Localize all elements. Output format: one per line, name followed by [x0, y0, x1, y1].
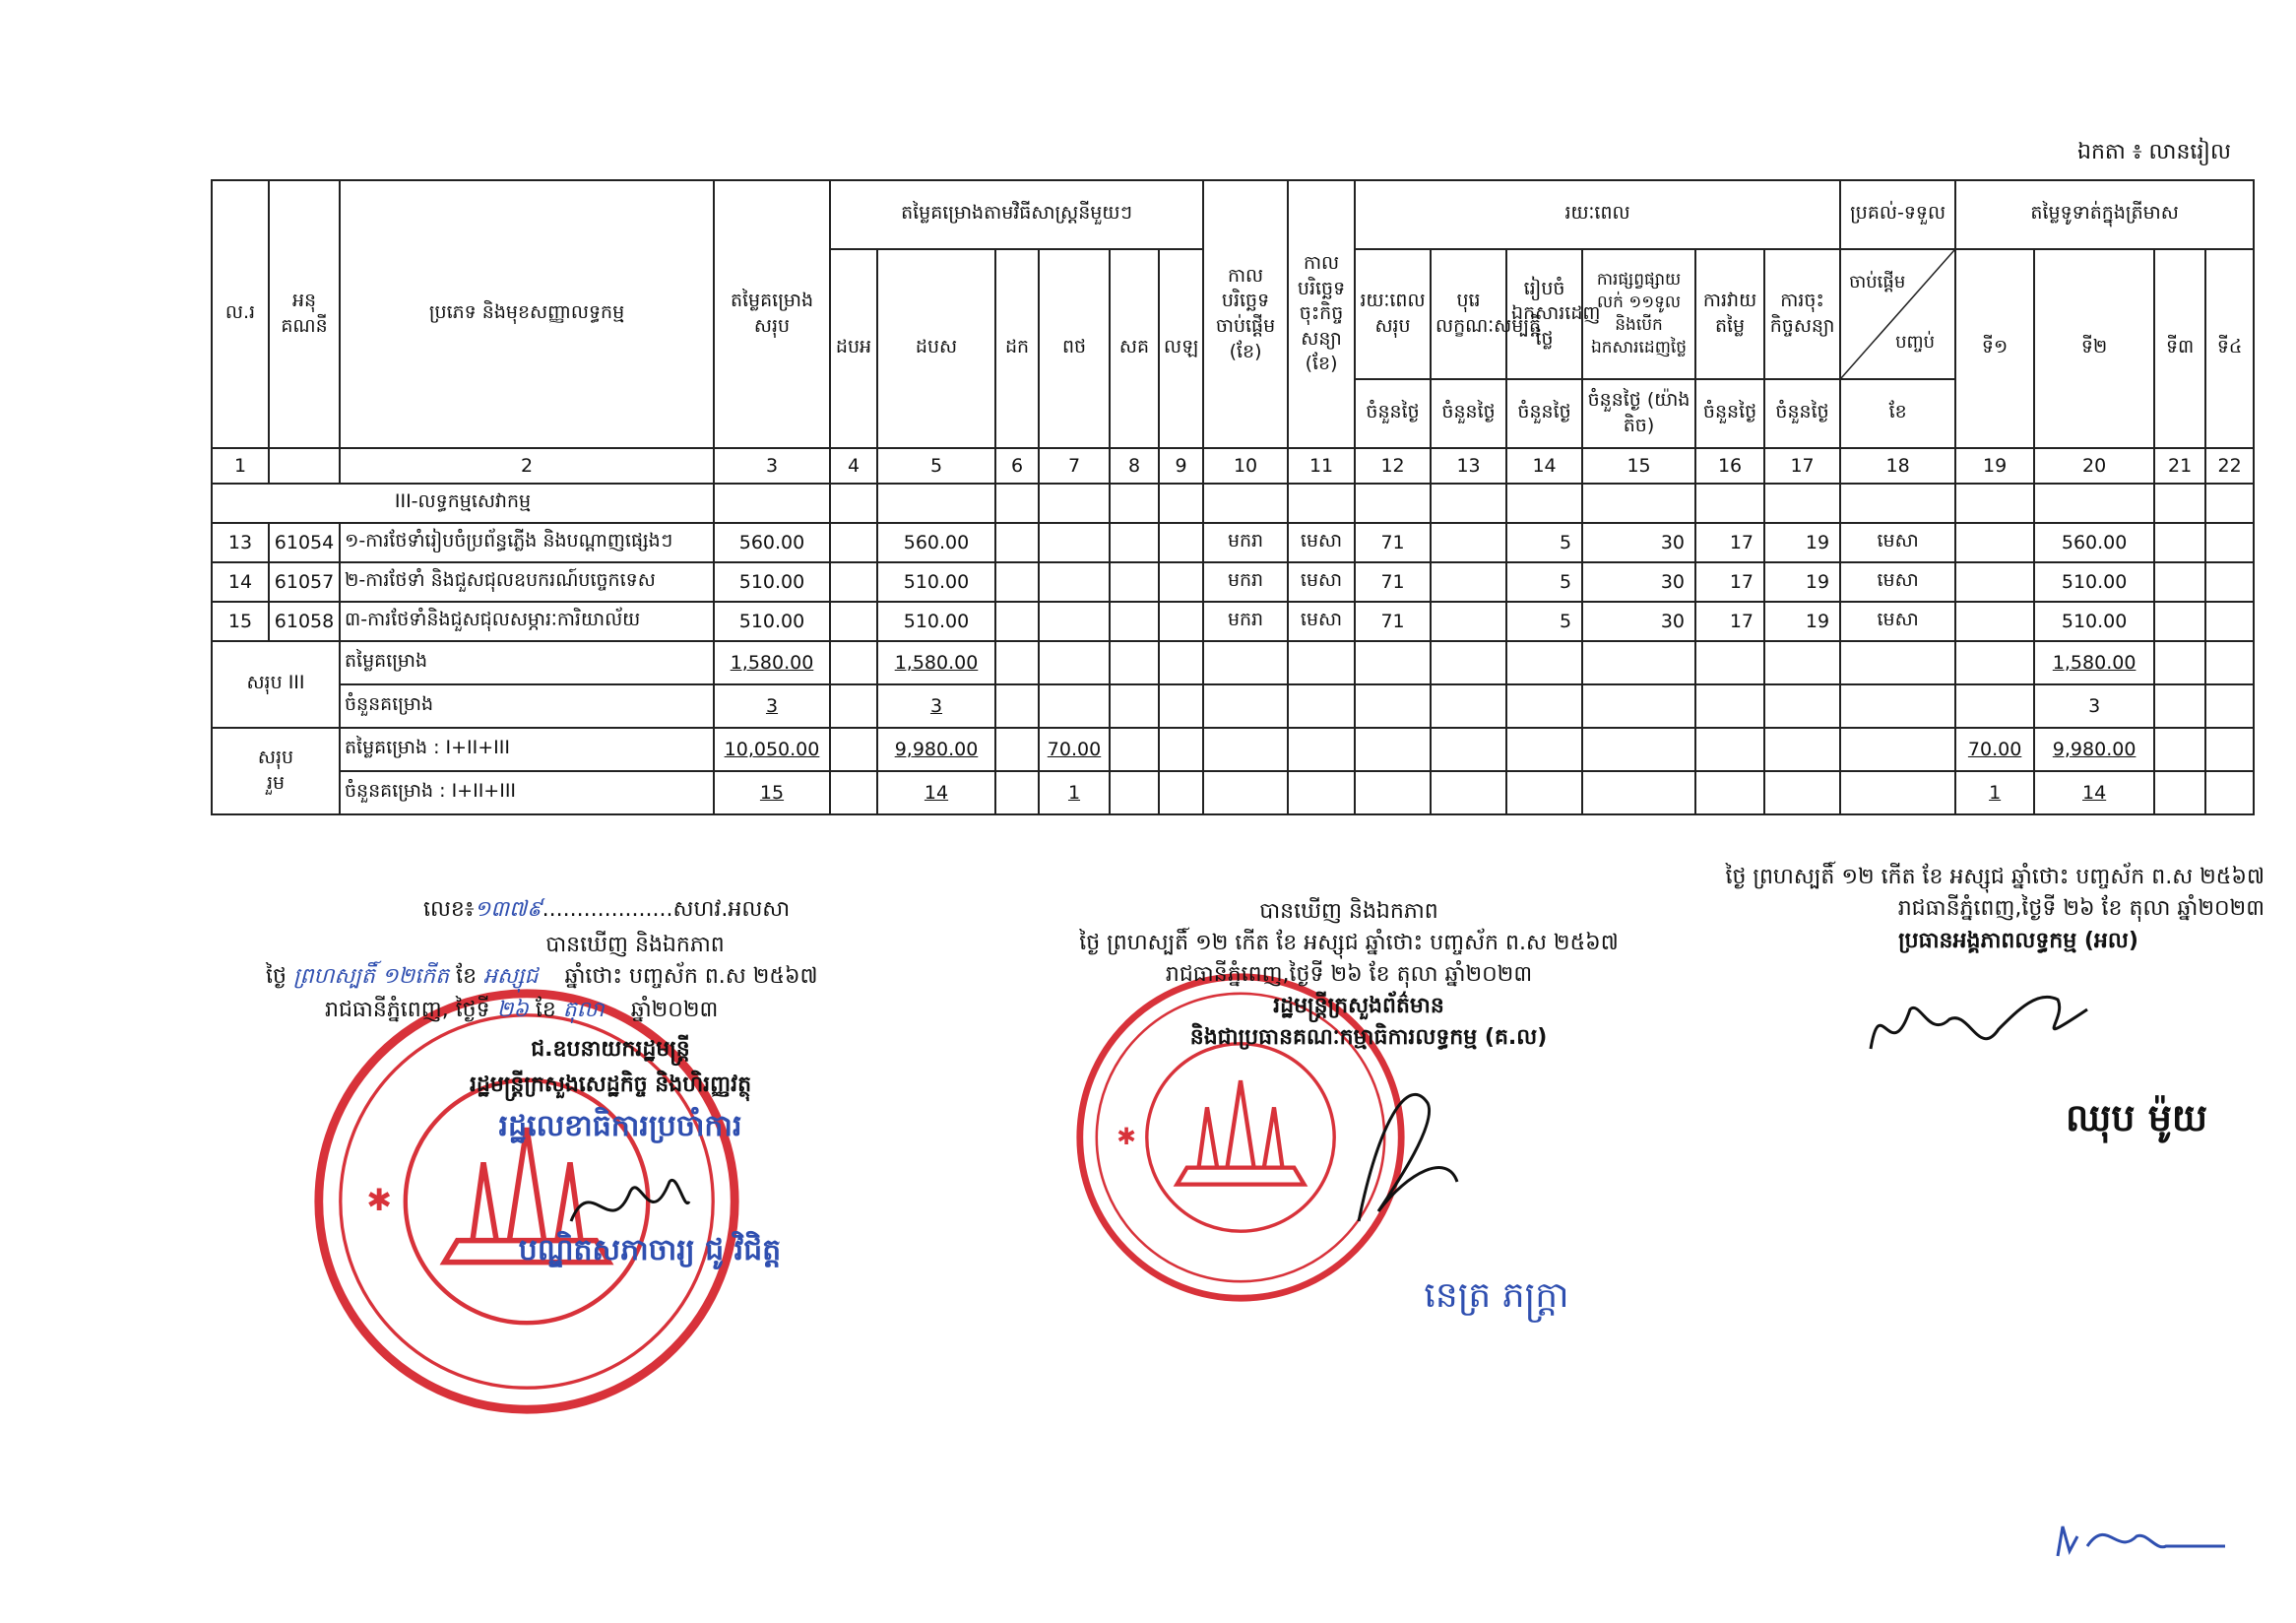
left-ref-number: ១៣៧៩: [474, 897, 542, 922]
left-date-prefix: ថ្ងៃ: [266, 964, 287, 989]
summary-row: [212, 684, 2254, 728]
procurement-table: [211, 179, 2255, 815]
table-row: [212, 602, 2254, 641]
table-row: [212, 562, 2254, 602]
row-dbs: 560.00: [877, 523, 995, 562]
left-place-year: ឆ្នាំ២០២៣: [630, 998, 719, 1022]
col-start-header: កាលបរិច្ឆេទចាប់ផ្តើម (ខែ): [1203, 180, 1288, 448]
grand-value-q2: 9,980.00: [2034, 728, 2154, 771]
row-d3: 5: [1506, 602, 1582, 641]
left-name: បណ្ឌិតសភាចារ្យ ជូ វិជិត្ត: [518, 1233, 782, 1267]
right-name: ឈុប ម៉ូយ: [2065, 1096, 2208, 1139]
duration-eval-header: ការវាយតម្លៃ: [1695, 249, 1764, 379]
row-sub: 61054: [269, 523, 340, 562]
receive-unit: ខែ: [1840, 379, 1955, 448]
col-number: 19: [1955, 448, 2034, 484]
left-date-hand: ព្រហស្បតិ៍ ១២កើត: [292, 964, 450, 989]
right-date-line: ថ្ងៃ ព្រហស្បតិ៍ ១២ កើត ខែ អស្សុជ ឆ្នាំថោះ បញ្ចស័ក ព.ស ២៥៦៧: [1725, 865, 2264, 889]
grand-value-pt: 70.00: [1039, 728, 1110, 771]
row-start: មករា: [1203, 602, 1288, 641]
row-q2: 560.00: [2034, 523, 2154, 562]
summary3-value-total: 1,580.00: [714, 641, 830, 684]
col-number: 20: [2034, 448, 2154, 484]
row-no: 14: [212, 562, 269, 602]
group-method-header: តម្លៃគម្រោងតាមវិធីសាស្ត្រនីមួយៗ: [830, 180, 1203, 249]
grand-count-dbs: 14: [877, 771, 995, 814]
summary3-value-label: តម្លៃគម្រោង: [340, 641, 714, 684]
left-date-year: ឆ្នាំថោះ បញ្ចស័ក ព.ស ២៥៦៧: [564, 964, 818, 989]
col-number: 17: [1764, 448, 1840, 484]
col-number: 11: [1288, 448, 1355, 484]
row-name: ៣-ការថែទាំនិងជួសជុលសម្ភារៈការិយាល័យ: [340, 602, 714, 641]
duration-unit: ចំនួនថ្ងៃ: [1355, 379, 1431, 448]
col-number: 22: [2205, 448, 2254, 484]
group-quarter-header: តម្លៃទូទាត់ក្នុងត្រីមាស: [1955, 180, 2254, 249]
right-place-line: រាជធានីភ្នំពេញ,ថ្ងៃទី ២៦ ខែ តុលា ឆ្នាំ២០២៣: [1897, 896, 2264, 921]
method-dk-header: ដក: [995, 249, 1039, 448]
row-sign: មេសា: [1288, 523, 1355, 562]
left-seen: បានឃើញ និងឯកភាព: [545, 933, 725, 957]
row-no: 13: [212, 523, 269, 562]
col-number: 4: [830, 448, 877, 484]
quarter-4-header: ទី៤: [2205, 249, 2254, 448]
row-recv: មេសា: [1840, 562, 1955, 602]
row-no: 15: [212, 602, 269, 641]
col-number: 16: [1695, 448, 1764, 484]
duration-docs-header: រៀបចំឯកសារដេញថ្លៃ: [1506, 249, 1582, 379]
summary-row: [212, 641, 2254, 684]
col-number: 15: [1582, 448, 1695, 484]
left-ref-suffix: ...................សហវ.អលសា: [542, 897, 791, 922]
col-number: 13: [1431, 448, 1506, 484]
summary3-label: សរុប III: [212, 641, 340, 728]
duration-unit: ចំនួនថ្ងៃ: [1764, 379, 1840, 448]
row-name: ២-ការថែទាំ និងជួសជុលឧបករណ៍បច្ចេកទេស: [340, 562, 714, 602]
row-d1: 71: [1355, 562, 1431, 602]
duration-contract-header: ការចុះកិច្ចសន្យា: [1764, 249, 1840, 379]
grand-label: [212, 728, 340, 814]
row-start: មករា: [1203, 562, 1288, 602]
left-place-line: [325, 995, 876, 1026]
grand-value-total: 10,050.00: [714, 728, 830, 771]
duration-unit: ចំនួនថ្ងៃ: [1431, 379, 1506, 448]
grand-count-q2: 14: [2034, 771, 2154, 814]
grand-value-dbs: 9,980.00: [877, 728, 995, 771]
svg-text:✱: ✱: [1116, 1122, 1137, 1150]
left-role-2: រដ្ឋមន្ត្រីក្រសួងសេដ្ឋកិច្ច និងហិរញ្ញវត្ថុ: [469, 1072, 752, 1097]
group-duration-header: រយៈពេល: [1355, 180, 1840, 249]
svg-text:✱: ✱: [366, 1182, 393, 1218]
row-d1: 71: [1355, 523, 1431, 562]
method-dba-header: ដបអ: [830, 249, 877, 448]
left-role-3: រដ្ឋលេខាធិការប្រចាំការ: [498, 1109, 742, 1143]
summary3-count-total: 3: [714, 684, 830, 728]
col-number: 1: [212, 448, 269, 484]
row-dbs: 510.00: [877, 602, 995, 641]
grand-total-row: [212, 728, 2254, 771]
grand-count-total: 15: [714, 771, 830, 814]
row-recv: មេសា: [1840, 602, 1955, 641]
right-signature: [1861, 970, 2107, 1078]
row-sub: 61057: [269, 562, 340, 602]
col-number: 2: [340, 448, 714, 484]
col-number: 14: [1506, 448, 1582, 484]
receive-end-label: បញ្ចប់: [1895, 332, 1936, 353]
row-d4: 30: [1582, 523, 1695, 562]
col-number: 12: [1355, 448, 1431, 484]
summary3-value-dbs: 1,580.00: [877, 641, 995, 684]
col-number: 21: [2154, 448, 2205, 484]
grand-label-2: រួម: [266, 772, 286, 794]
row-d4: 30: [1582, 602, 1695, 641]
middle-place-line: រាជធានីភ្នំពេញ,ថ្ងៃទី ២៦ ខែ តុលា ឆ្នាំ២០២៣: [1165, 962, 1533, 987]
column-number-row: [212, 448, 2254, 484]
duration-total-header: រយៈពេលសរុប: [1355, 249, 1431, 379]
col-number: 10: [1203, 448, 1288, 484]
col-number-empty: [269, 448, 340, 484]
section-row: [212, 484, 2254, 523]
quarter-3-header: ទី៣: [2154, 249, 2205, 448]
row-d5: 17: [1695, 602, 1764, 641]
row-start: មករា: [1203, 523, 1288, 562]
row-d6: 19: [1764, 562, 1840, 602]
row-q2: 510.00: [2034, 602, 2154, 641]
col-sign-header: កាលបរិច្ឆេទចុះកិច្ចសន្យា (ខែ): [1288, 180, 1355, 448]
row-d4: 30: [1582, 562, 1695, 602]
grand-value-label: តម្លៃគម្រោង : I+II+III: [340, 728, 714, 771]
grand-total-row: [212, 771, 2254, 814]
summary3-value-q2: 1,580.00: [2034, 641, 2154, 684]
col-number: 18: [1840, 448, 1955, 484]
row-d6: 19: [1764, 523, 1840, 562]
row-d3: 5: [1506, 562, 1582, 602]
col-number: 9: [1159, 448, 1203, 484]
row-total: 510.00: [714, 602, 830, 641]
col-total-header: តម្លៃគម្រោងសរុប: [714, 180, 830, 448]
row-sign: មេសា: [1288, 602, 1355, 641]
left-date-line: [266, 961, 876, 993]
method-pt-header: ពថ: [1039, 249, 1110, 448]
table-row: [212, 523, 2254, 562]
row-d5: 17: [1695, 562, 1764, 602]
grand-label-1: សរុប: [257, 747, 294, 769]
group-receive-header: ប្រគល់-ទទួល: [1840, 180, 1955, 249]
summary3-count-q2: 3: [2034, 684, 2154, 728]
row-recv: មេសា: [1840, 523, 1955, 562]
quarter-1-header: ទី១: [1955, 249, 2034, 448]
middle-role-1: រដ្ឋមន្ត្រីក្រសួងព័ត៌មាន: [1273, 994, 1444, 1018]
left-date-month-hand: អស្សុជ: [483, 964, 539, 989]
receive-diagonal-header: [1840, 249, 1955, 379]
left-place-day-hand: ២៦: [496, 998, 529, 1022]
col-sub-header: អនុ គណនី: [269, 180, 340, 448]
middle-seen: បានឃើញ និងឯកភាព: [1259, 899, 1438, 924]
row-sub: 61058: [269, 602, 340, 641]
middle-role-2: និងជាប្រធានគណៈកម្មាធិការលទ្ធកម្ម (គ.ល): [1189, 1025, 1548, 1050]
col-number: 3: [714, 448, 830, 484]
row-total: 510.00: [714, 562, 830, 602]
summary3-count-label: ចំនួនគម្រោង: [340, 684, 714, 728]
receive-start-label: ចាប់ផ្តើម: [1849, 272, 1906, 292]
left-place-month-hand: តុលា: [562, 998, 605, 1022]
method-sk-header: សគ: [1110, 249, 1159, 448]
grand-value-q1: 70.00: [1955, 728, 2034, 771]
col-number: 8: [1110, 448, 1159, 484]
duration-unit: ចំនួនថ្ងៃ: [1506, 379, 1582, 448]
middle-name: នេត្រ ភក្ត្រា: [1424, 1275, 1569, 1316]
duration-advert-header: ការផ្សព្វផ្សាយលក់ ១១ទូល និងបើកឯកសារដេញថ្លៃ: [1582, 249, 1695, 379]
middle-date-line: ថ្ងៃ ព្រហស្បតិ៍ ១២ កើត ខែ អស្សុជ ឆ្នាំថោះ បញ្ចស័ក ព.ស ២៥៦៧: [1079, 931, 1619, 955]
col-number: 5: [877, 448, 995, 484]
summary3-count-dbs: 3: [877, 684, 995, 728]
duration-unit: ចំនួនថ្ងៃ (យ៉ាងតិច): [1582, 379, 1695, 448]
row-q2: 510.00: [2034, 562, 2154, 602]
duration-unit: ចំនួនថ្ងៃ: [1695, 379, 1764, 448]
right-role: ប្រធានអង្គភាពលទ្ធកម្ម (អល): [1898, 929, 2138, 953]
col-number: 6: [995, 448, 1039, 484]
method-ll-header: លឡ: [1159, 249, 1203, 448]
row-d5: 17: [1695, 523, 1764, 562]
row-d3: 5: [1506, 523, 1582, 562]
left-ref-prefix: លេខ៖: [423, 897, 475, 922]
row-d6: 19: [1764, 602, 1840, 641]
section-title: III-លទ្ធកម្មសេវាកម្ម: [212, 484, 714, 523]
left-place-prefix: រាជធានីភ្នំពេញ, ថ្ងៃទី: [325, 998, 490, 1022]
col-name-header: ប្រភេទ និងមុខសញ្ញាលទ្ធកម្ម: [340, 180, 714, 448]
duration-prequal-header: បុរេលក្ខណៈសម្បត្តិ: [1431, 249, 1506, 379]
left-role-1: ជ.ឧបនាយករដ្ឋមន្ត្រី: [531, 1037, 690, 1062]
quarter-2-header: ទី២: [2034, 249, 2154, 448]
row-total: 560.00: [714, 523, 830, 562]
left-place-month-word: ខែ: [535, 998, 556, 1022]
row-dbs: 510.00: [877, 562, 995, 602]
method-dbs-header: ដបស: [877, 249, 995, 448]
col-number: 7: [1039, 448, 1110, 484]
grand-count-label: ចំនួនគម្រោង : I+II+III: [340, 771, 714, 814]
col-no-header: ល.រ: [212, 180, 269, 448]
row-sign: មេសា: [1288, 562, 1355, 602]
middle-signature: [1339, 1064, 1467, 1231]
row-d1: 71: [1355, 602, 1431, 641]
unit-label: ឯកតា ៖ លានរៀល: [2077, 140, 2231, 164]
initials-mark: [2048, 1507, 2235, 1566]
grand-count-pt: 1: [1039, 771, 1110, 814]
grand-count-q1: 1: [1955, 771, 2034, 814]
left-date-month-word: ខែ: [456, 964, 478, 989]
row-name: ១-ការថែទាំរៀបចំប្រព័ន្ធភ្លើង និងបណ្តាញផ្សេងៗ: [340, 523, 714, 562]
